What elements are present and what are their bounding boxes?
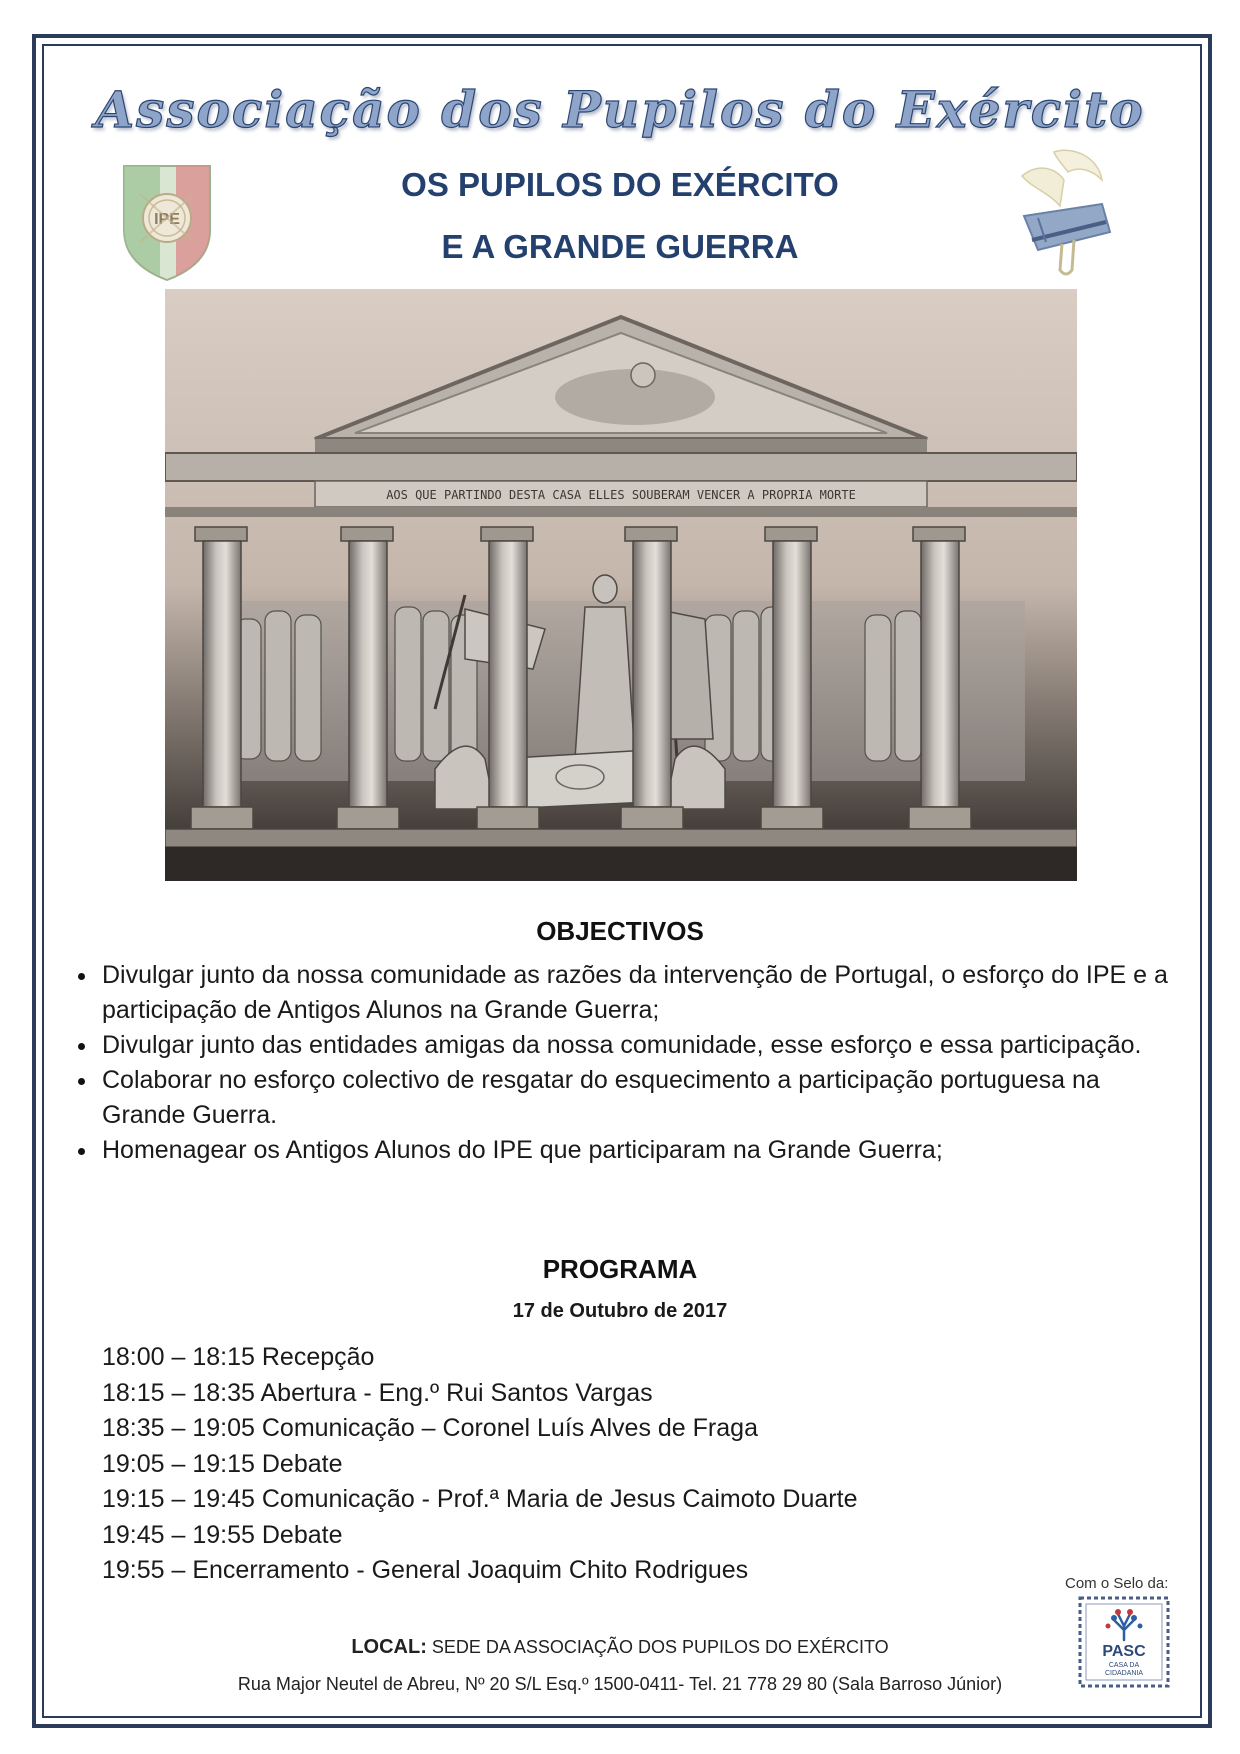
schedule-item: 19:55 – Encerramento - General Joaquim Chito Rodrigues: [102, 1556, 749, 1584]
schedule-item: 18:35 – 19:05 Comunicação – Coronel Luís Alves de Fraga: [102, 1414, 758, 1442]
ipe-crest-text: IPE: [154, 211, 180, 228]
schedule-item: 19:05 – 19:15 Debate: [102, 1449, 343, 1478]
plumed-helmet-icon: [1002, 146, 1120, 282]
org-title: Associação dos Pupilos do Exército: [95, 80, 1145, 139]
frieze-inscription: AOS QUE PARTINDO DESTA CASA ELLES SOUBERAM VENCER A PROPRIA MORTE: [386, 488, 856, 502]
objectives-title: OBJECTIVOS: [536, 916, 704, 946]
objectives-list: [74, 958, 1174, 1168]
seal-subtitle-2: CIDADANIA: [1104, 1670, 1144, 1677]
seal-subtitle-1: CASA DA: [1108, 1662, 1140, 1669]
headline-line-2: E A GRANDE GUERRA: [441, 228, 799, 265]
local-line: [0, 1636, 1240, 1659]
programme-schedule: [102, 1340, 857, 1589]
schedule-item: 18:00 – 18:15 Recepção: [102, 1343, 375, 1371]
seal-caption: Com o Selo da:: [1065, 1575, 1169, 1592]
headline-line-1: OS PUPILOS DO EXÉRCITO: [401, 166, 839, 203]
local-label: LOCAL:: [351, 1636, 427, 1658]
schedule-item: 19:15 – 19:45 Comunicação - Prof.ª Maria de Jesus Caimoto Duarte: [102, 1485, 858, 1513]
objective-item: Divulgar junto das entidades amigas da nossa comunidade, esse esforço e essa participação.: [74, 1028, 1174, 1063]
war-memorial-photo: [165, 289, 1077, 881]
schedule-item: 19:45 – 19:55 Debate: [102, 1520, 343, 1549]
programme-date: 17 de Outubro de 2017: [512, 1300, 728, 1322]
objective-item: Colaborar no esforço colectivo de resgatar do esquecimento a participação portuguesa na Grande Guerra.: [74, 1063, 1174, 1133]
objective-item: Homenagear os Antigos Alunos do IPE que participaram na Grande Guerra;: [74, 1133, 1174, 1168]
objective-item: Divulgar junto da nossa comunidade as razões da intervenção de Portugal, o esforço do IPE e a participação de Antigos Alunos na Grande Guerra;: [74, 958, 1174, 1028]
address-line: Rua Major Neutel de Abreu, Nº 20 S/L Esq.º 1500-0411- Tel. 21 778 29 80 (Sala Barroso Júnior): [237, 1674, 1003, 1694]
schedule-item: 18:15 – 18:35 Abertura - Eng.º Rui Santos Vargas: [102, 1378, 653, 1407]
seal-brand: PASC: [1102, 1643, 1146, 1660]
local-value: SEDE DA ASSOCIAÇÃO DOS PUPILOS DO EXÉRCITO: [431, 1637, 889, 1657]
programme-title: PROGRAMA: [542, 1254, 698, 1284]
